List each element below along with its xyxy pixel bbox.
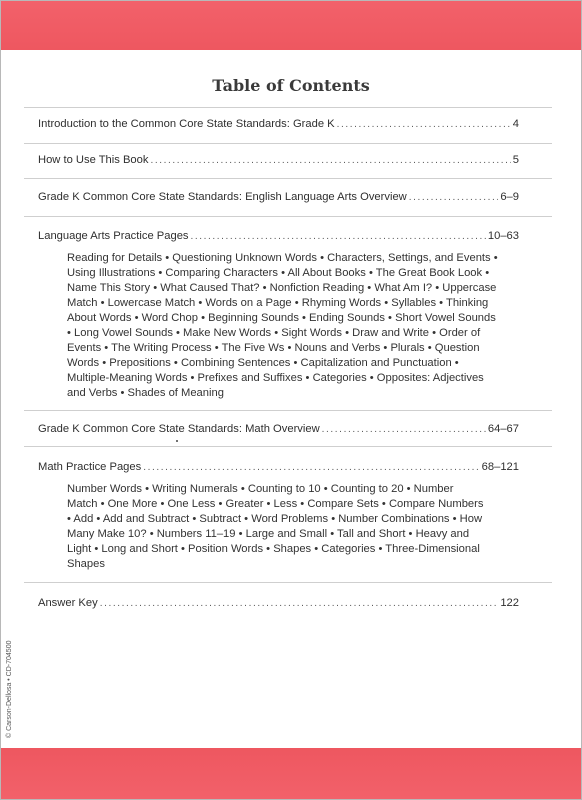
toc-entry-label: Answer Key	[38, 597, 98, 609]
toc-entry-label: Introduction to the Common Core State Standards: Grade K	[38, 118, 335, 130]
copyright-notice: © Carson-Dellosa • CD-704500	[6, 640, 13, 738]
toc-entry-ela-overview[interactable]	[38, 191, 519, 203]
toc-entry-label: Grade K Common Core State Standards: Math Overview	[38, 423, 320, 435]
divider	[24, 107, 552, 108]
language-arts-topic-list: Reading for Details • Questioning Unknown Words • Characters, Settings, and Events • Using Illustrations • Comparing Characters • All About Books • The Great Book Look • Name This Story • What Caused That? • Nonfiction Reading • What Am I? • Uppercase Match • Lowercase Match • Words on a Page • Rhyming Words • Syllables • Thinking About Words • Word Chop • Beginning Sounds • Ending Sounds • Short Vowel Sounds • Long Vowel Sounds • Make New Words • Sight Words • Draw and Write • Order of Events • The Writing Process • The Five Ws • Nouns and Verbs • Plurals • Question Words • Prepositions • Combining Sentences • Capitalization and Punctuation • Multiple-Meaning Words • Prefixes and Suffixes • Categories • Opposites: Adjectives and Verbs • Shades of Meaning	[67, 252, 498, 399]
dot-leader	[322, 424, 486, 435]
dot-leader	[143, 462, 479, 473]
toc-entry-label: How to Use This Book	[38, 154, 149, 166]
toc-entry-label: Grade K Common Core State Standards: English Language Arts Overview	[38, 191, 407, 203]
toc-entry-math-practice[interactable]	[38, 461, 519, 473]
toc-entry-page: 4	[512, 118, 519, 130]
top-color-band	[1, 1, 581, 50]
toc-entry-page: 64–67	[487, 423, 519, 435]
toc-entry-page: 10–63	[487, 230, 519, 242]
divider	[24, 178, 552, 179]
toc-entry-page: 5	[512, 154, 519, 166]
toc-entry-label: Math Practice Pages	[38, 461, 142, 473]
divider	[24, 582, 552, 583]
divider	[24, 143, 552, 144]
toc-entry-page: 68–121	[481, 461, 519, 473]
toc-entry-label: Language Arts Practice Pages	[38, 230, 189, 242]
divider	[24, 446, 552, 447]
toc-entry-answer-key[interactable]	[38, 597, 519, 609]
toc-entry-language-arts-practice[interactable]	[38, 230, 519, 242]
toc-entry-page: 122	[500, 597, 519, 609]
divider	[24, 410, 552, 411]
dot-leader	[337, 119, 511, 130]
toc-entry-introduction[interactable]	[38, 118, 519, 130]
dot-leader	[100, 598, 499, 609]
toc-entry-how-to-use[interactable]	[38, 154, 519, 166]
dot-leader	[409, 192, 499, 203]
stray-mark	[176, 440, 178, 442]
math-topic-list: Number Words • Writing Numerals • Counting to 10 • Counting to 20 • Number Match • One More • One Less • Greater • Less • Compare Sets • Compare Numbers • Add • Add and Subtract • Subtract • Word Problems • Number Combinations • How Many Make 10? • Numbers 11–19 • Large and Small • Tall and Short • Heavy and Light • Long and Short • Position Words • Shapes • Categories • Three-Dimensional Shapes	[67, 483, 484, 570]
page-title: Table of Contents	[212, 76, 370, 95]
toc-entry-page: 6–9	[500, 191, 519, 203]
dot-leader	[191, 231, 486, 242]
toc-entry-math-overview[interactable]	[38, 423, 519, 435]
dot-leader	[150, 155, 510, 166]
bottom-color-band	[1, 748, 581, 799]
divider	[24, 216, 552, 217]
